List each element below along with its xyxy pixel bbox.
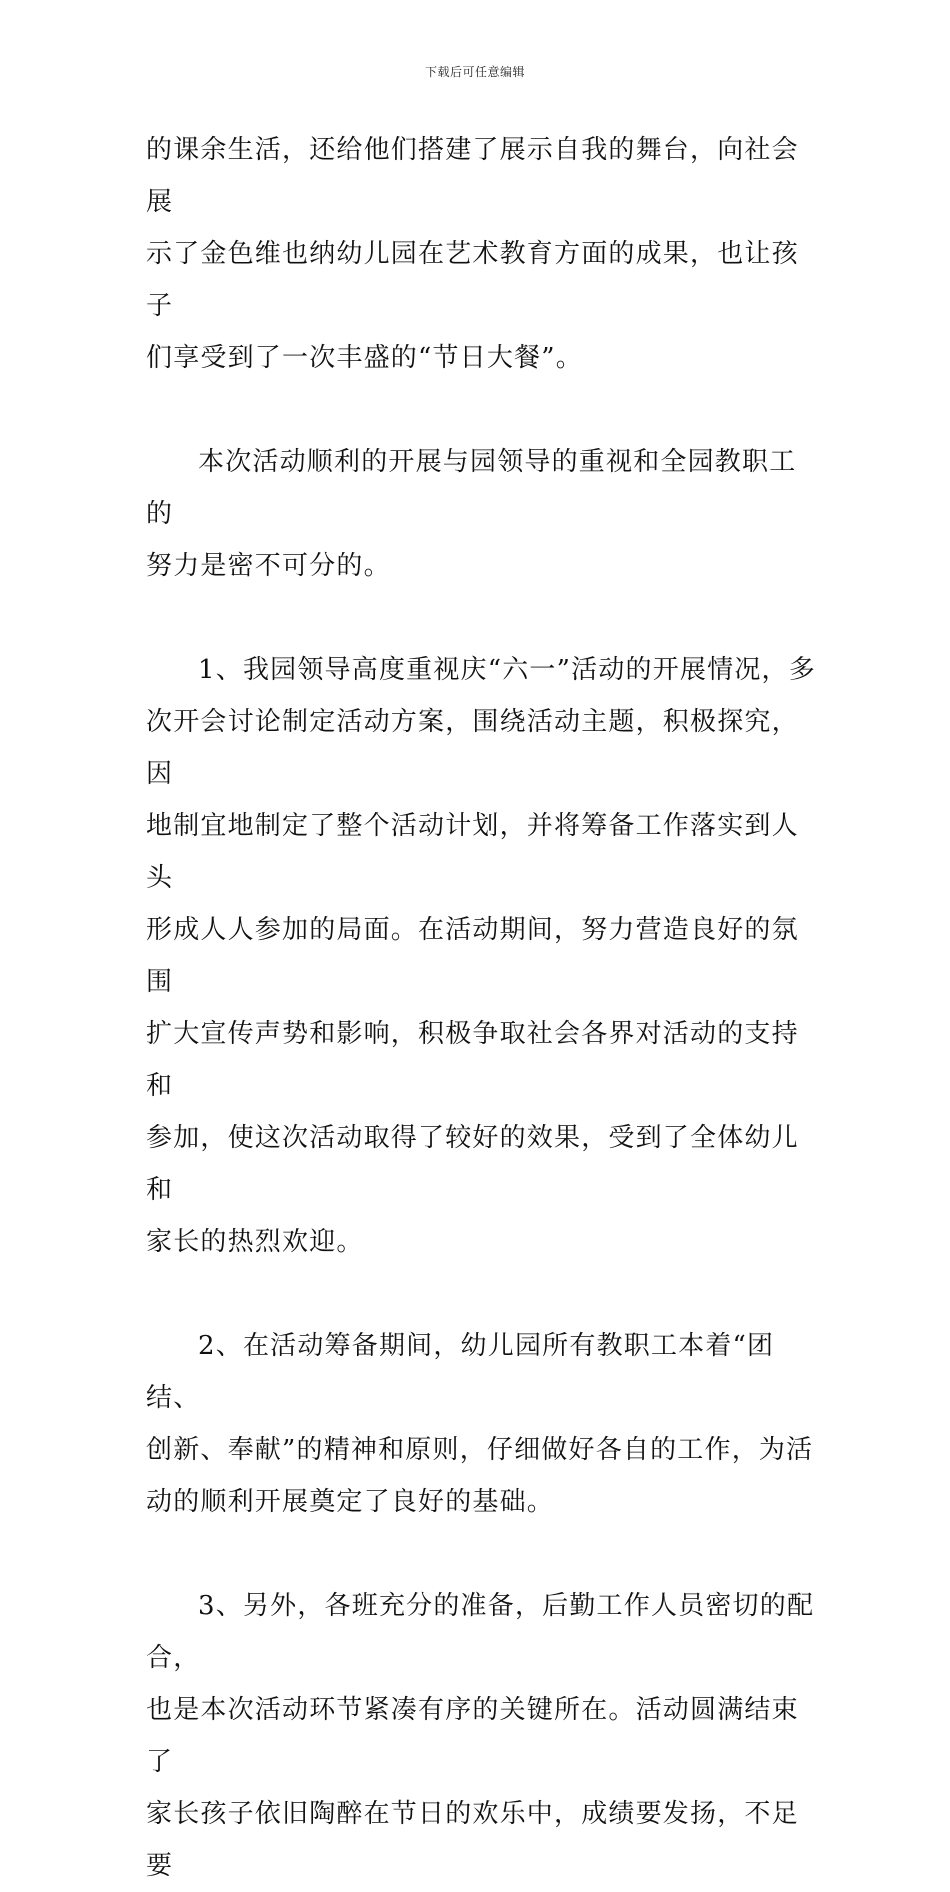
paragraph-gap [146, 1268, 818, 1320]
paragraph-gap [146, 384, 818, 436]
paragraph-point-3 [146, 1580, 818, 1892]
text-line: 次开会讨论制定活动方案，围绕活动主题，积极探究，因 [146, 707, 799, 789]
text-line: 形成人人参加的局面。在活动期间，努力营造良好的氛围 [146, 915, 799, 997]
paragraph-continuation [146, 124, 818, 384]
text-line: 家长孩子依旧陶醉在节日的欢乐中，成绩要发扬，不足要 [146, 1799, 799, 1881]
text-line: 示了金色维也纳幼儿园在艺术教育方面的成果，也让孩子 [146, 239, 799, 321]
text-line: 3、另外，各班充分的准备，后勤工作人员密切的配合， [146, 1591, 815, 1673]
text-line: 也是本次活动环节紧凑有序的关键所在。活动圆满结束了 [146, 1695, 799, 1777]
text-line: 本次活动顺利的开展与园领导的重视和全园教职工的 [146, 447, 797, 529]
paragraph-summary [146, 436, 818, 592]
text-line: 扩大宣传声势和影响，积极争取社会各界对活动的支持和 [146, 1019, 799, 1101]
page-header-note: 下载后可任意编辑 [424, 65, 525, 79]
text-line: 参加，使这次活动取得了较好的效果，受到了全体幼儿和 [146, 1123, 799, 1205]
paragraph-point-2 [146, 1320, 818, 1528]
text-line: 努力是密不可分的。 [146, 551, 391, 581]
text-line: 家长的热烈欢迎。 [146, 1227, 364, 1257]
text-line: 动的顺利开展奠定了良好的基础。 [146, 1487, 555, 1517]
text-line: 1、我园领导高度重视庆“六一”活动的开展情况，多 [198, 655, 816, 685]
text-line: 们享受到了一次丰盛的“节日大餐”。 [146, 343, 583, 373]
text-line: 2、在活动筹备期间，幼儿园所有教职工本着“团结、 [146, 1331, 775, 1413]
paragraph-point-1 [146, 644, 818, 1268]
document-body [146, 124, 818, 1892]
paragraph-gap [146, 592, 818, 644]
text-line: 的课余生活，还给他们搭建了展示自我的舞台，向社会展 [146, 135, 799, 217]
paragraph-gap [146, 1528, 818, 1580]
text-line: 创新、奉献”的精神和原则，仔细做好各自的工作，为活 [146, 1435, 814, 1465]
text-line: 地制宜地制定了整个活动计划，并将筹备工作落实到人头 [146, 811, 799, 893]
